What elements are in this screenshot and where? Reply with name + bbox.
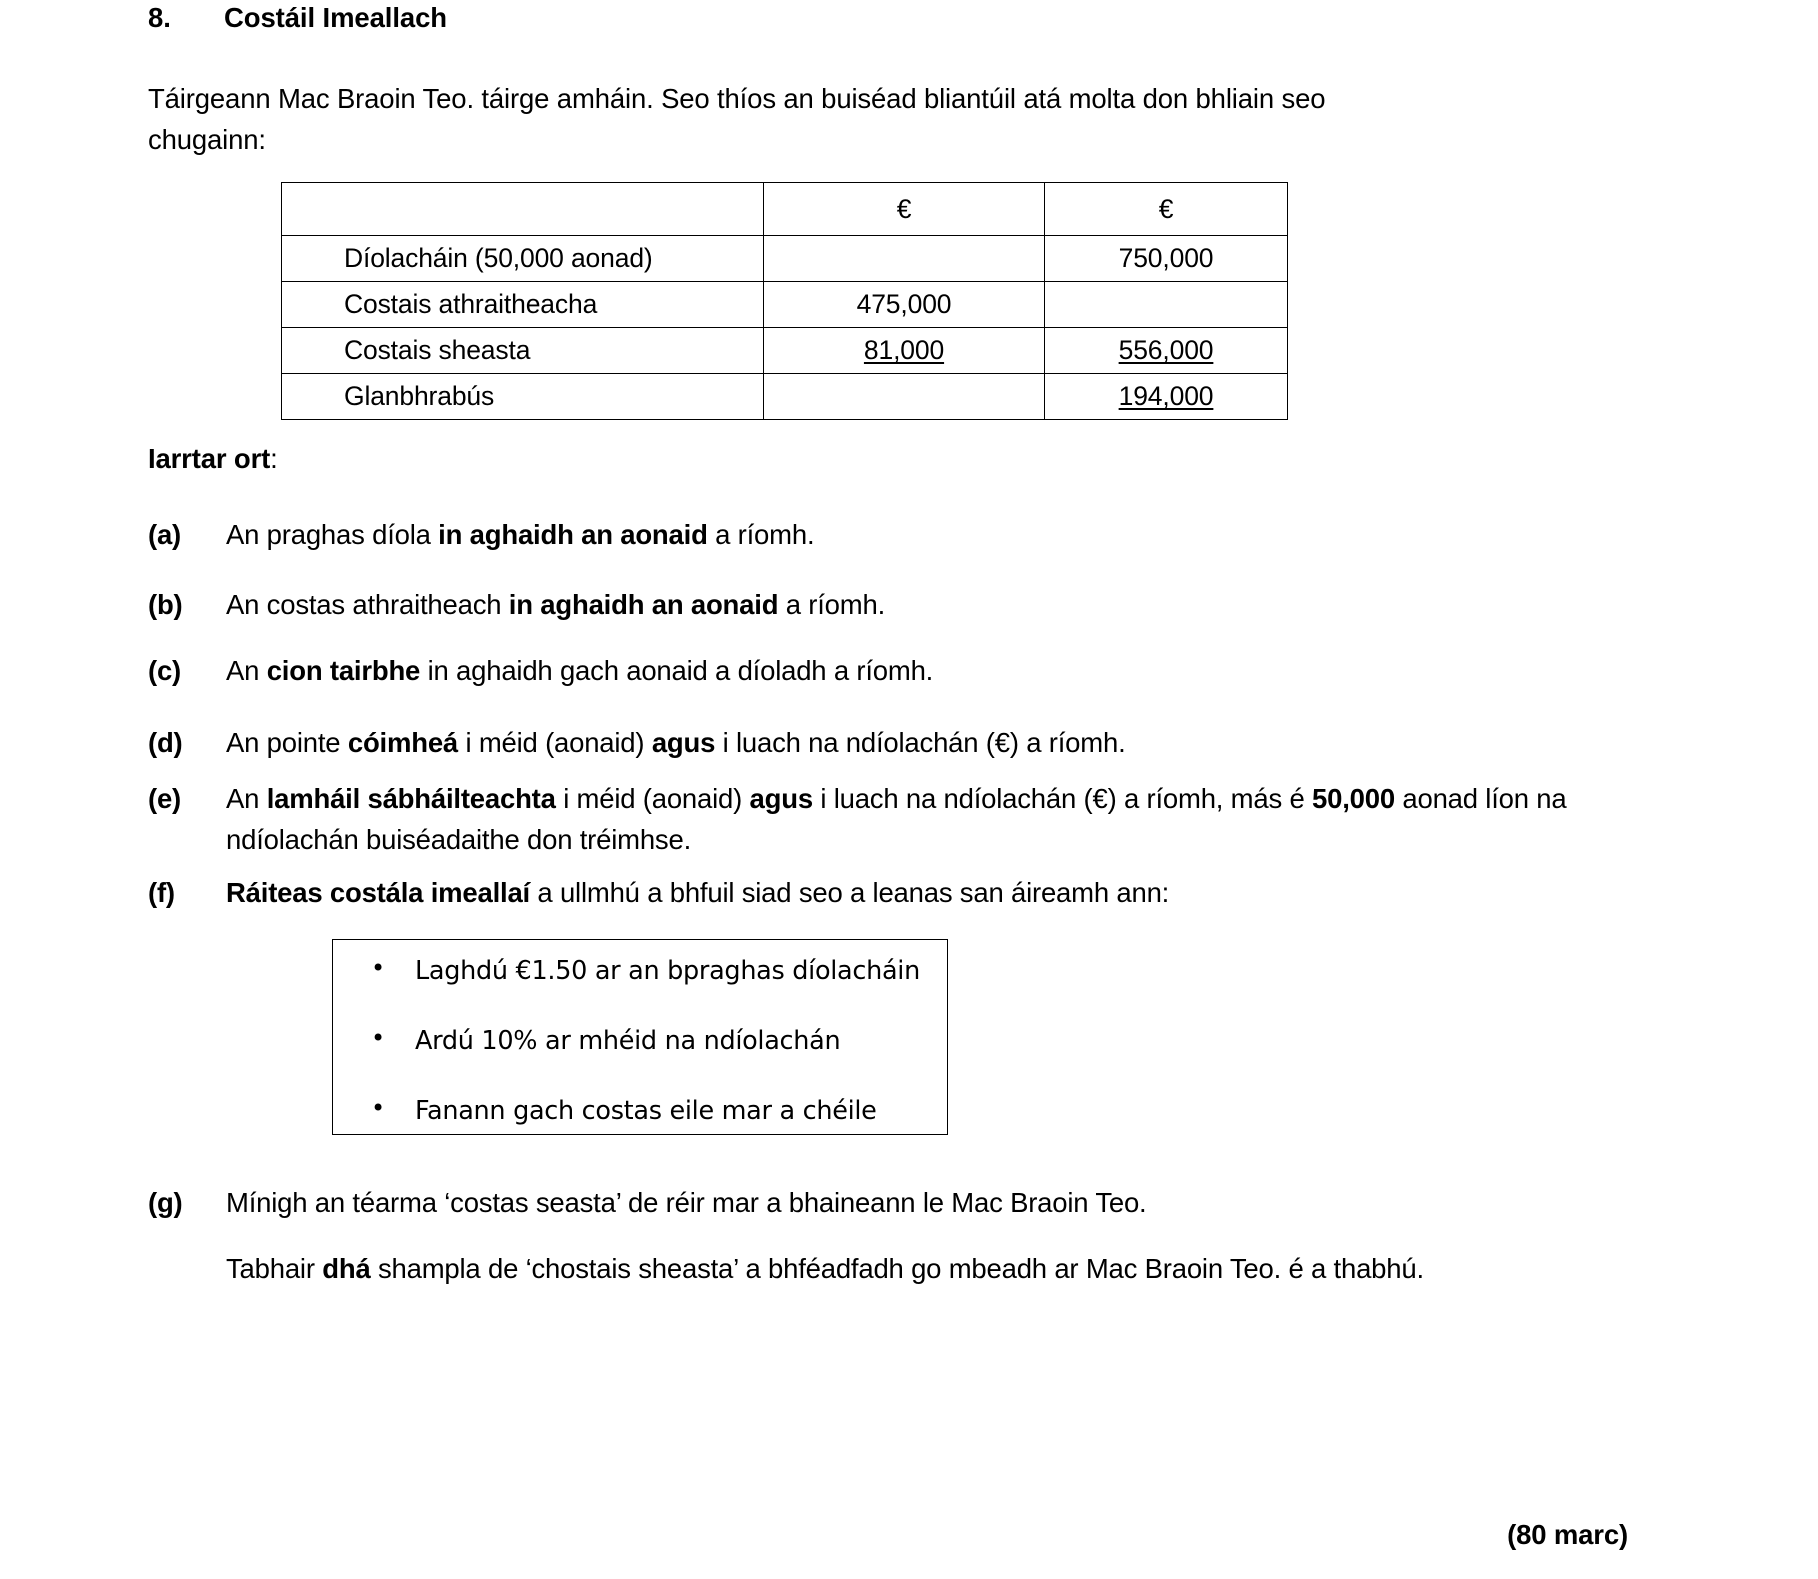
table-cell-amount-1 [764, 374, 1045, 420]
item-body-b: An costas athraitheach in aghaidh an aonaid a ríomh. [226, 589, 886, 620]
table-header-row [282, 183, 1288, 236]
requirements-heading-colon: : [270, 443, 278, 474]
table-cell-amount-1: 475,000 [764, 282, 1045, 328]
question-number: 8. [148, 2, 171, 33]
table-header-currency: € [1045, 183, 1288, 236]
intro-paragraph: Táirgeann Mac Braoin Teo. táirge amháin. Seo thíos an buiséad bliantúil atá molta don bhliain seo chugainn: [148, 83, 1326, 155]
bullet-text: Ardú 10% ar mhéid na ndíolachán [415, 1026, 841, 1056]
table-row [282, 282, 1288, 328]
requirements-heading [148, 443, 278, 475]
table-cell-label: Díolacháin (50,000 aonad) [282, 236, 764, 282]
list-item [349, 1026, 949, 1056]
budget-table [281, 182, 1288, 420]
table-header-currency: € [764, 183, 1045, 236]
bullet-icon: • [371, 1094, 385, 1122]
item-tag-e: (e) [148, 783, 182, 814]
table-cell-label: Costais athraitheacha [282, 282, 764, 328]
bullet-icon: • [371, 1024, 385, 1052]
table-row [282, 328, 1288, 374]
question-item-b [148, 584, 1468, 625]
requirements-heading-text: Iarrtar ort [148, 443, 271, 474]
item-body-d: An pointe cóimheá i méid (aonaid) agus i luach na ndíolachán (€) a ríomh. [226, 727, 1126, 758]
item-body-e: An lamháil sábháilteachta i méid (aonaid) agus i luach na ndíolachán (€) a ríomh, más é 50,000 aonad líon na ndíolachán buiséadaithe don tréimhse. [226, 783, 1567, 855]
item-tag-g: (g) [148, 1187, 183, 1218]
item-tag-a: (a) [148, 519, 182, 550]
table-cell-amount-2: 556,000 [1045, 328, 1288, 374]
item-tag-b: (b) [148, 589, 183, 620]
table-row [282, 374, 1288, 420]
question-item-a [148, 514, 1468, 555]
question-item-g [148, 1182, 1608, 1223]
bullet-text: Fanann gach costas eile mar a chéile [415, 1096, 877, 1126]
question-item-c [148, 650, 1468, 691]
table-cell-label: Glanbhrabús [282, 374, 764, 420]
table-cell-label: Costais sheasta [282, 328, 764, 374]
question-item-f [148, 872, 1578, 913]
table-cell-amount-2: 194,000 [1045, 374, 1288, 420]
question-item-g-continued [226, 1248, 1686, 1289]
item-body-g-continued: Tabhair dhá shampla de ‘chostais sheasta’ a bhféadfadh go mbeadh ar Mac Braoin Teo. é a thabhú. [226, 1253, 1424, 1284]
question-item-d [148, 722, 1548, 763]
question-item-e [148, 778, 1578, 860]
table-cell-amount-1 [764, 236, 1045, 282]
question-title: Costáil Imeallach [224, 2, 447, 33]
table-header-blank [282, 183, 764, 236]
adjustments-box [332, 939, 948, 1135]
bullet-text: Laghdú €1.50 ar an bpraghas díolacháin [415, 956, 920, 986]
bullet-icon: • [371, 954, 385, 982]
table-cell-amount-2: 750,000 [1045, 236, 1288, 282]
table-cell-amount-2 [1045, 282, 1288, 328]
item-body-g: Mínigh an téarma ‘costas seasta’ de réir mar a bhaineann le Mac Braoin Teo. [226, 1187, 1147, 1218]
marks-label: (80 marc) [1507, 1519, 1628, 1550]
list-item [349, 956, 949, 986]
table-cell-amount-1: 81,000 [764, 328, 1045, 374]
table-row [282, 236, 1288, 282]
item-body-a: An praghas díola in aghaidh an aonaid a ríomh. [226, 519, 815, 550]
item-body-c: An cion tairbhe in aghaidh gach aonaid a díoladh a ríomh. [226, 655, 934, 686]
question-heading [148, 2, 447, 34]
budget-table-body [282, 183, 1288, 420]
item-body-f: Ráiteas costála imeallaí a ullmhú a bhfuil siad seo a leanas san áireamh ann: [226, 877, 1170, 908]
list-item [349, 1096, 949, 1126]
item-tag-f: (f) [148, 877, 175, 908]
item-tag-d: (d) [148, 727, 183, 758]
item-tag-c: (c) [148, 655, 182, 686]
